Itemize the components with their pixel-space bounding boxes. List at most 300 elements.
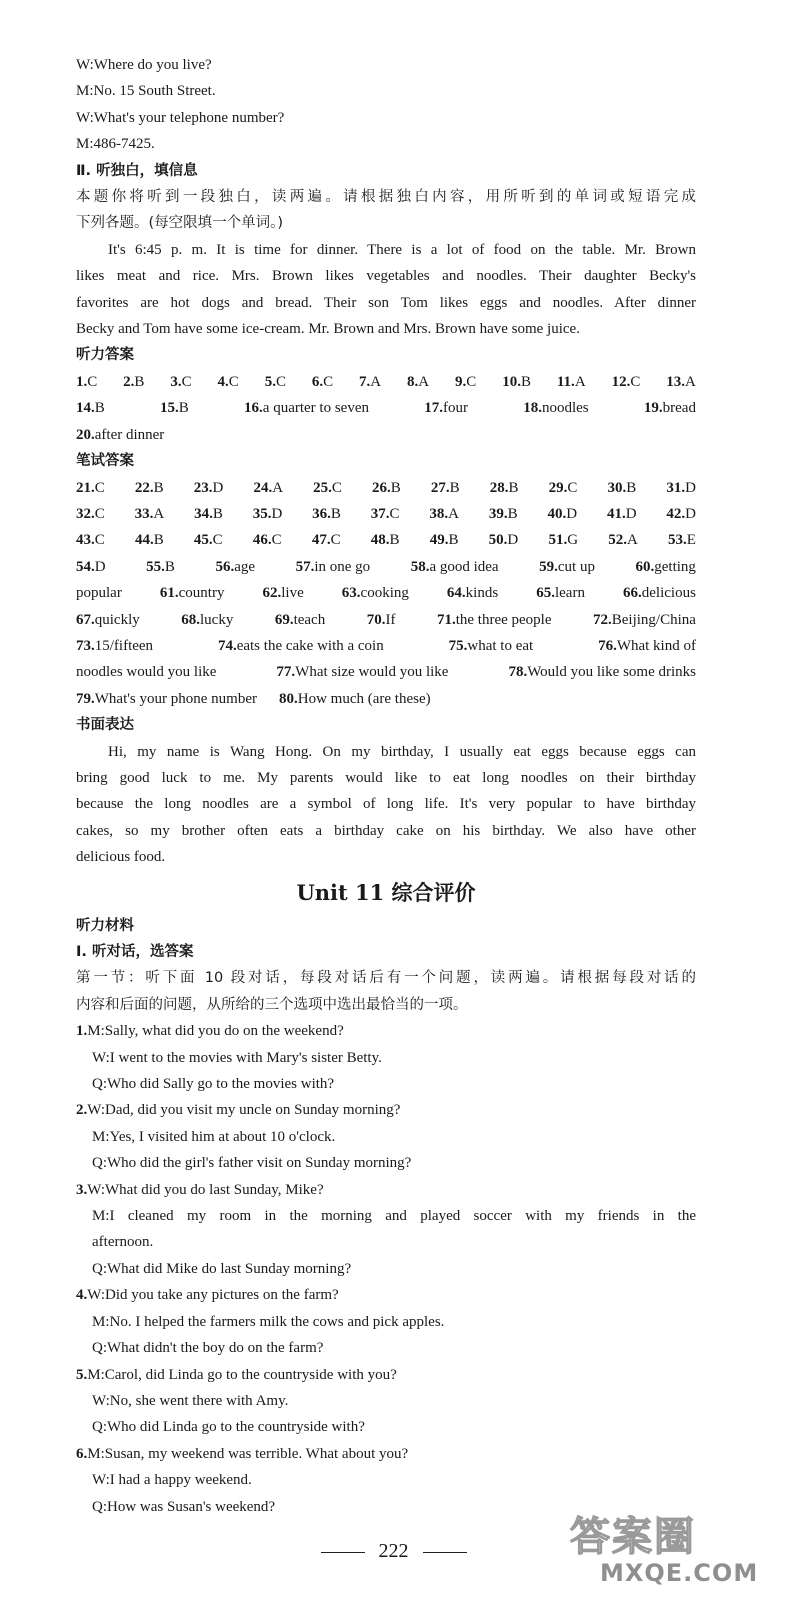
monologue-line: Becky and Tom have some ice-cream. Mr. Brown and Mrs. Brown have some juice.	[76, 321, 580, 338]
answer-value: in one go	[314, 558, 371, 575]
essay-line: Hi, my name is Wang Hong. On my birthday, I usually eat eggs because eggs can	[108, 743, 696, 760]
answer-item	[598, 633, 696, 659]
answer-item	[593, 607, 696, 633]
answer-item	[666, 369, 696, 395]
answer-number: 66.	[623, 585, 642, 602]
answer-item	[276, 659, 448, 685]
answer-value: D	[507, 532, 519, 549]
answer-number: 46.	[252, 532, 272, 549]
answer-number: 45.	[193, 532, 213, 549]
answer-number: 60.	[635, 558, 655, 575]
answer-value: A	[418, 373, 430, 390]
answer-value: C	[630, 373, 641, 390]
answer-number: 6.	[311, 373, 324, 390]
answer-row	[76, 395, 696, 421]
answer-number: 12.	[611, 373, 631, 390]
answer-value: B	[508, 479, 519, 496]
answer-item	[612, 369, 641, 395]
answer-item	[502, 369, 531, 395]
answer-value: C	[94, 505, 105, 522]
answer-item	[429, 501, 459, 527]
answer-item	[557, 369, 586, 395]
answer-value: bread	[662, 400, 696, 417]
answer-item	[76, 422, 164, 448]
dialogue-text: afternoon.	[92, 1234, 154, 1251]
monologue-line: It's 6:45 p. m. It is time for dinner. There is a lot of food on the table. Mr. Brown	[108, 241, 696, 258]
answer-value: B	[178, 400, 189, 417]
answer-number: 29.	[548, 479, 568, 496]
answer-number: 55.	[146, 558, 165, 575]
page-number-dash	[321, 1552, 365, 1553]
answer-value: kinds	[465, 585, 499, 602]
dialogue-text: M:I cleaned my room in the morning and played soccer with my friends in the	[92, 1208, 696, 1225]
dialogue-text: Q:Who did Linda go to the countryside with?	[92, 1419, 365, 1436]
answer-number: 52.	[608, 532, 627, 549]
answer-number: 2.	[123, 373, 135, 390]
answer-number: 32.	[76, 505, 95, 522]
answer-row	[76, 369, 696, 395]
answer-number: 54.	[76, 558, 95, 575]
answer-value: D	[94, 558, 106, 575]
dialogue-line	[76, 1467, 696, 1493]
answer-number: 19.	[643, 400, 663, 417]
answer-number: 80.	[279, 690, 298, 707]
answer-item	[265, 369, 286, 395]
answer-row	[76, 422, 696, 448]
answer-number: 28.	[489, 479, 509, 496]
answer-value: cut up	[557, 558, 595, 575]
answer-item	[371, 527, 400, 553]
answer-item	[644, 395, 696, 421]
answer-item	[312, 369, 333, 395]
answer-number: 65.	[536, 585, 555, 602]
answer-item	[548, 527, 578, 553]
answer-row	[76, 686, 696, 712]
answer-number: 47.	[311, 532, 331, 549]
answer-item	[508, 659, 696, 685]
answer-number: 43.	[76, 532, 95, 549]
dialogue-line	[76, 1309, 696, 1335]
answer-number: 37.	[370, 505, 390, 522]
dialogue-line	[76, 1388, 696, 1414]
dialogue-text: Q:How was Susan's weekend?	[92, 1498, 276, 1515]
watermark-logo	[570, 1505, 780, 1595]
answer-item	[666, 501, 696, 527]
answer-value: What's your phone number	[94, 690, 257, 707]
answer-number: 64.	[446, 585, 466, 602]
essay-line: because the long noodles are a symbol of long life. It's very popular to have birthday	[76, 796, 696, 813]
answer-value: noodles would you like	[76, 664, 217, 681]
answer-item	[489, 527, 519, 553]
answer-item	[76, 501, 105, 527]
answer-value: D	[271, 505, 283, 522]
answer-value: B	[134, 373, 145, 390]
answer-item	[170, 369, 191, 395]
answer-item	[194, 527, 223, 553]
answer-value: B	[448, 532, 459, 549]
answer-item	[359, 369, 381, 395]
answer-row	[76, 633, 696, 659]
answer-item	[490, 475, 519, 501]
page-content	[76, 52, 696, 1520]
dialogue-line	[76, 1362, 696, 1388]
answer-item	[135, 527, 164, 553]
dialogue-text: W:No, she went there with Amy.	[92, 1392, 289, 1409]
answer-row	[76, 475, 696, 501]
answer-number: 40.	[547, 505, 567, 522]
answer-number: 57.	[295, 558, 315, 575]
answer-item	[263, 580, 304, 606]
dialogue-text: Q:Who did Sally go to the movies with?	[92, 1076, 335, 1093]
answer-item	[431, 475, 460, 501]
answer-item	[666, 475, 696, 501]
answer-row	[76, 501, 696, 527]
essay-line: bring good luck to me. My parents would like to eat long noodles on their birthday	[76, 769, 696, 786]
instruction-line: 下列各题。(每空限填一个单词。)	[76, 215, 284, 232]
answer-item	[76, 686, 257, 712]
monologue-line: likes meat and rice. Mrs. Brown likes vegetables and noodles. Their daughter Becky's	[76, 268, 696, 285]
answer-value: B	[212, 505, 223, 522]
monologue-line: favorites are hot dogs and bread. Their son Tom likes eggs and noodles. After dinner	[76, 294, 696, 311]
answer-value: C	[94, 532, 105, 549]
answer-number: 14.	[76, 400, 95, 417]
watermark-url: MXQE.COM	[600, 1559, 759, 1587]
dialogue-line	[76, 1045, 696, 1071]
dialogue-line	[76, 1177, 696, 1203]
answer-number: 61.	[159, 585, 179, 602]
answer-value: B	[390, 479, 401, 496]
answer-item	[253, 527, 282, 553]
unit-title: Unit 11 综合评价	[296, 879, 476, 905]
answer-number: 56.	[215, 558, 235, 575]
answer-value: age	[234, 558, 256, 575]
dialogue-line	[76, 1071, 696, 1097]
answer-number: 79.	[76, 690, 95, 707]
answer-value: C	[466, 373, 477, 390]
answer-value: D	[212, 479, 224, 496]
answer-value: C	[275, 373, 286, 390]
answer-number: 51.	[548, 532, 568, 549]
answer-value: A	[448, 505, 459, 522]
dialogue-line: M:No. 15 South Street.	[76, 83, 216, 100]
answer-item	[608, 527, 638, 553]
answer-number: 30.	[607, 479, 627, 496]
answer-number: 63.	[341, 585, 361, 602]
dialogue-line	[76, 1335, 696, 1361]
answer-number: 22.	[134, 479, 154, 496]
writing-heading: 书面表达	[76, 717, 134, 734]
answer-item	[215, 554, 255, 580]
answer-value: live	[281, 585, 304, 602]
answer-number: 24.	[253, 479, 273, 496]
answer-value: C	[331, 479, 342, 496]
answer-number: 49.	[429, 532, 449, 549]
answer-value: getting	[654, 558, 696, 575]
answer-number: 44.	[134, 532, 154, 549]
answer-number: 69.	[274, 611, 294, 628]
answer-item	[608, 475, 637, 501]
answer-value: G	[567, 532, 579, 549]
dialogue-number: 2.	[76, 1102, 88, 1119]
dialogue-text: M:Yes, I visited him at about 10 o'clock.	[92, 1128, 336, 1145]
answer-row	[76, 580, 696, 606]
top-dialogue	[76, 52, 696, 158]
answer-number: 59.	[539, 558, 558, 575]
answer-item	[547, 501, 577, 527]
answer-item	[194, 475, 224, 501]
dialogue-number: 1.	[76, 1023, 88, 1040]
answer-item	[76, 475, 105, 501]
answer-value: What kind of	[616, 637, 696, 654]
written-answers-heading: 笔试答案	[76, 453, 134, 470]
answer-value: D	[685, 505, 696, 522]
dialogue-text: Q:What didn't the boy do on the farm?	[92, 1340, 324, 1357]
answer-item	[76, 633, 153, 659]
answer-number: 35.	[252, 505, 272, 522]
answer-value: after dinner	[94, 426, 165, 443]
part1-heading: Ⅰ. 听对话，选答案	[76, 944, 194, 960]
answer-value: what to eat	[467, 637, 534, 654]
answer-item	[372, 475, 401, 501]
answer-item	[523, 395, 588, 421]
answer-number: 39.	[488, 505, 508, 522]
answer-item	[424, 395, 468, 421]
answer-value: What size would you like	[295, 664, 449, 681]
answer-value: a good idea	[429, 558, 499, 575]
answer-value: B	[389, 532, 400, 549]
answer-item	[296, 554, 371, 580]
dialogue-text: Q:What did Mike do last Sunday morning?	[92, 1260, 352, 1277]
answer-value: If	[385, 611, 396, 628]
answer-number: 18.	[523, 400, 542, 417]
answer-number: 23.	[193, 479, 213, 496]
answer-number: 36.	[312, 505, 331, 522]
answer-number: 33.	[134, 505, 154, 522]
answer-item	[447, 580, 498, 606]
answer-item	[76, 554, 106, 580]
listening-answers	[76, 369, 696, 448]
dialogue-line: W:Where do you live?	[76, 57, 212, 73]
answer-value: B	[626, 479, 637, 496]
answer-value: C	[228, 373, 239, 390]
dialogue-line	[76, 1203, 696, 1229]
answer-item	[342, 580, 409, 606]
answer-value: C	[87, 373, 98, 390]
answer-number: 72.	[593, 611, 612, 628]
dialogue-number: 3.	[76, 1181, 88, 1198]
answer-item	[253, 501, 283, 527]
answer-value: A	[684, 373, 696, 390]
answer-number: 3.	[170, 373, 182, 390]
answer-item	[411, 554, 499, 580]
answer-value: A	[574, 373, 586, 390]
answer-value: B	[164, 558, 175, 575]
answer-item	[536, 580, 585, 606]
answer-value: 15/fifteen	[94, 637, 154, 654]
answer-item	[313, 475, 342, 501]
dialogue-text: W:I had a happy weekend.	[92, 1472, 252, 1489]
answer-number: 76.	[598, 637, 617, 654]
answer-value: C	[271, 532, 282, 549]
answer-row	[76, 659, 696, 685]
dialogue-line: W:What's your telephone number?	[76, 109, 285, 126]
answer-item	[437, 607, 552, 633]
answer-item	[181, 607, 233, 633]
answer-value: B	[507, 505, 518, 522]
answer-item	[275, 607, 325, 633]
dialogue-list	[76, 1018, 696, 1520]
answer-number: 7.	[359, 373, 371, 390]
dialogue-line	[76, 1256, 696, 1282]
answer-item	[371, 501, 400, 527]
dialogue-number: 6.	[76, 1445, 88, 1462]
answer-item	[123, 369, 144, 395]
answer-value: country	[178, 585, 225, 602]
answer-item	[218, 633, 384, 659]
answer-value: noodles	[541, 400, 589, 417]
answer-item	[449, 633, 534, 659]
answer-item	[367, 607, 396, 633]
answer-item	[489, 501, 518, 527]
writing-essay	[76, 739, 696, 871]
answer-number: 73.	[76, 637, 95, 654]
answer-value: Would you like some drinks	[527, 664, 696, 681]
answer-item	[135, 501, 165, 527]
answer-item	[76, 607, 140, 633]
dialogue-text: M:No. I helped the farmers milk the cows and pick apples.	[92, 1313, 445, 1330]
answer-item	[549, 475, 578, 501]
answer-value: C	[330, 532, 341, 549]
answer-value: E	[686, 532, 696, 549]
answer-number: 20.	[76, 426, 95, 443]
dialogue-line	[76, 1124, 696, 1150]
answer-value: A	[272, 479, 284, 496]
written-answers	[76, 475, 696, 713]
answer-number: 41.	[606, 505, 626, 522]
watermark-chinese: 答案圈	[570, 1514, 696, 1560]
answer-value: popular	[76, 585, 122, 602]
answer-number: 26.	[372, 479, 391, 496]
listening-material-heading: 听力材料	[76, 917, 134, 934]
answer-item	[430, 527, 459, 553]
answer-number: 15.	[160, 400, 179, 417]
answer-value: Beijing/China	[611, 611, 696, 628]
answer-number: 53.	[668, 532, 687, 549]
essay-line: cakes, so my brother often eats a birthday cake on his birthday. We also have other	[76, 822, 696, 839]
answer-item	[407, 369, 429, 395]
answer-value: D	[685, 479, 696, 496]
answer-item	[160, 580, 225, 606]
answer-item	[539, 554, 595, 580]
answer-number: 62.	[262, 585, 282, 602]
answer-value: C	[181, 373, 192, 390]
answer-value: B	[449, 479, 460, 496]
answer-item	[312, 527, 341, 553]
answer-number: 50.	[488, 532, 508, 549]
answer-number: 25.	[313, 479, 332, 496]
answer-item	[244, 395, 369, 421]
dialogue-line: M:486-7425.	[76, 136, 155, 153]
answer-item	[623, 580, 696, 606]
dialogue-text: W:Did you take any pictures on the farm?	[87, 1287, 339, 1304]
answer-row	[76, 554, 696, 580]
answer-item	[76, 580, 122, 606]
answer-number: 8.	[407, 373, 419, 390]
answer-number: 38.	[429, 505, 449, 522]
answer-number: 9.	[455, 373, 467, 390]
section-heading-monologue: Ⅱ. 听独白，填信息	[76, 162, 198, 179]
answer-number: 27.	[430, 479, 450, 496]
answer-number: 75.	[448, 637, 468, 654]
answer-value: a quarter to seven	[262, 400, 369, 417]
answer-value: D	[566, 505, 578, 522]
section1-instruction: 内容和后面的问题，从所给的三个选项中选出最恰当的一项。	[76, 996, 468, 1013]
answer-item	[668, 527, 696, 553]
dialogue-text: M:Susan, my weekend was terrible. What about you?	[87, 1445, 409, 1462]
answer-number: 21.	[76, 479, 95, 496]
answer-value: D	[625, 505, 637, 522]
answer-item	[146, 554, 175, 580]
answer-value: delicious	[641, 585, 696, 602]
answer-value: B	[94, 400, 105, 417]
answer-number: 48.	[370, 532, 390, 549]
dialogue-text: Q:Who did the girl's father visit on Sunday morning?	[92, 1155, 412, 1172]
answer-item	[76, 659, 216, 685]
page-number-dash	[423, 1552, 467, 1553]
answer-item	[76, 527, 105, 553]
answer-number: 42.	[666, 505, 686, 522]
answer-value: C	[389, 505, 400, 522]
dialogue-line	[76, 1229, 696, 1255]
dialogue-line	[76, 1441, 696, 1467]
answer-number: 17.	[424, 400, 443, 417]
answer-item	[312, 501, 341, 527]
answer-value: How much (are these)	[297, 690, 431, 707]
dialogue-text: W:What did you do last Sunday, Mike?	[87, 1181, 324, 1198]
dialogue-line	[76, 1282, 696, 1308]
answer-row	[76, 527, 696, 553]
answer-value: C	[212, 532, 223, 549]
answer-value: four	[442, 400, 468, 417]
answer-value: B	[153, 479, 164, 496]
answer-number: 71.	[436, 611, 456, 628]
answer-value: A	[626, 532, 638, 549]
answer-item	[253, 475, 283, 501]
answer-item	[194, 501, 223, 527]
dialogue-text: M:Sally, what did you do on the weekend?	[87, 1023, 344, 1040]
answer-value: A	[153, 505, 165, 522]
dialogue-line	[76, 1150, 696, 1176]
answer-number: 1.	[76, 373, 88, 390]
answer-value: quickly	[94, 611, 140, 628]
answer-number: 16.	[244, 400, 263, 417]
answer-value: lucky	[200, 611, 234, 628]
answer-value: C	[567, 479, 578, 496]
answer-number: 5.	[264, 373, 276, 390]
answer-item	[160, 395, 189, 421]
answer-value: the three people	[455, 611, 552, 628]
answer-number: 74.	[217, 637, 237, 654]
answer-row	[76, 607, 696, 633]
monologue-text	[76, 237, 696, 343]
dialogue-text: W:Dad, did you visit my uncle on Sunday morning?	[87, 1102, 401, 1119]
answer-value: teach	[293, 611, 326, 628]
dialogue-line	[76, 1414, 696, 1440]
answer-item	[279, 686, 431, 712]
answer-item	[636, 554, 696, 580]
answer-value: learn	[554, 585, 585, 602]
answer-value: B	[153, 532, 164, 549]
